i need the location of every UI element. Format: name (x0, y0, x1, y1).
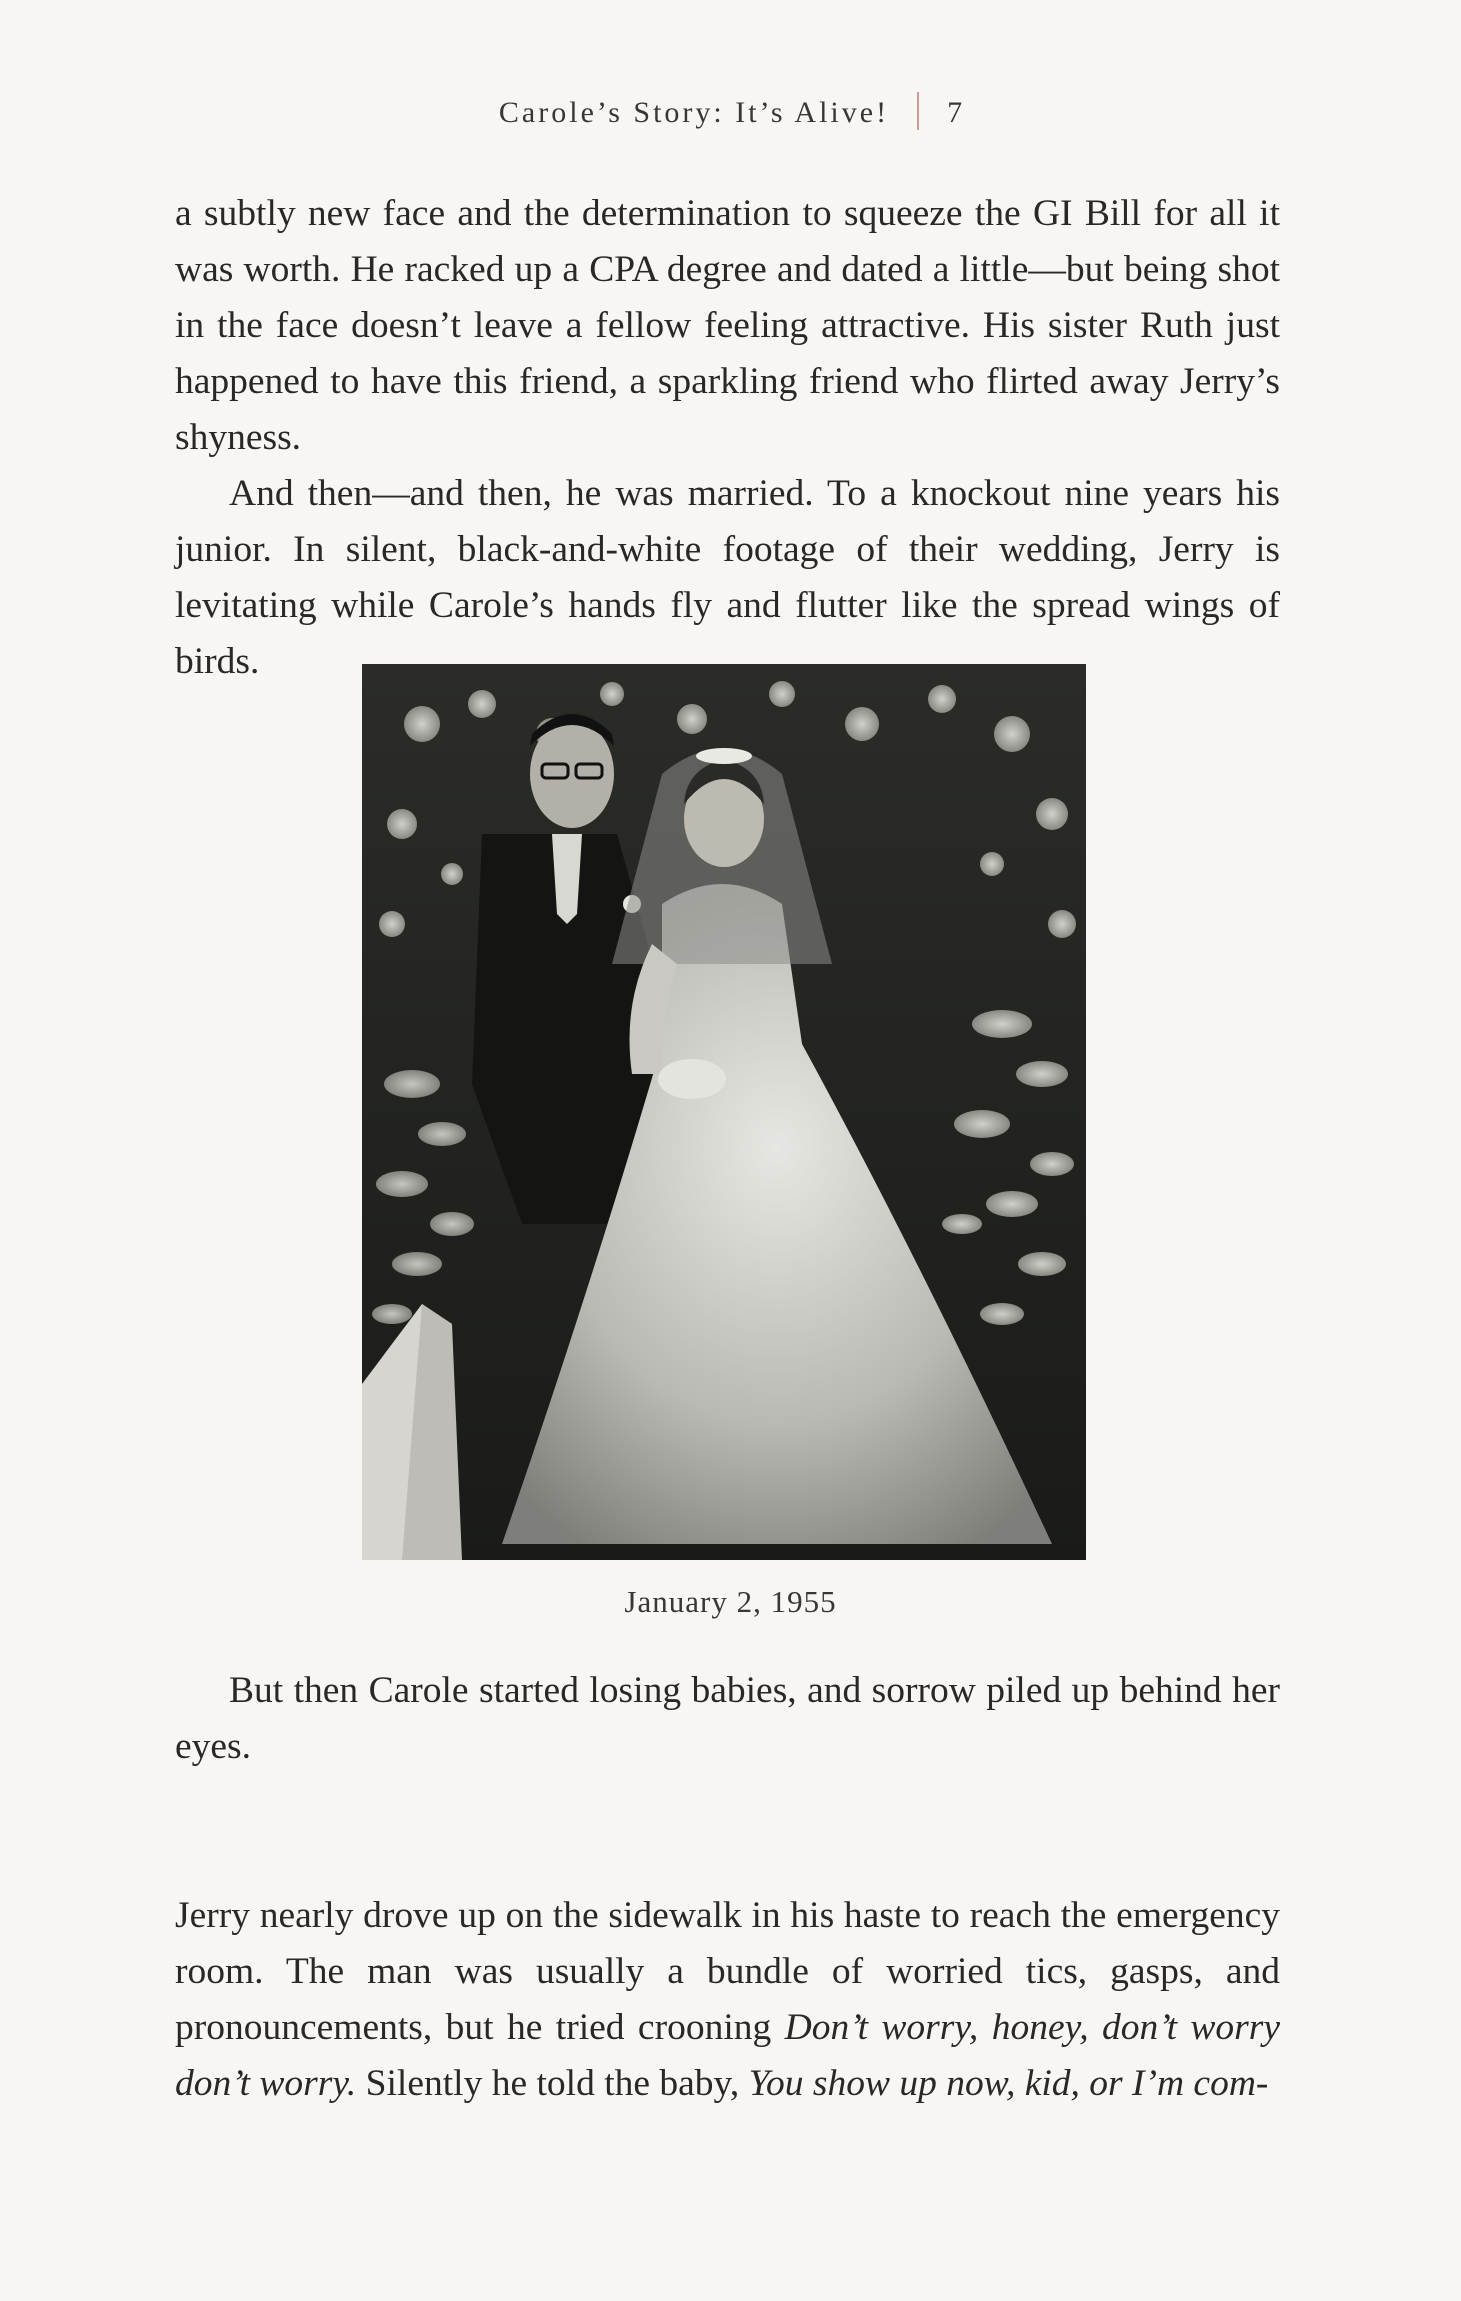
running-title: Carole’s Story: It’s Alive! (498, 96, 890, 129)
paragraph-1: a subtly new face and the determination to squeeze the GI Bill for all it was worth. He racked up a CPA degree and dated a little—but being shot in the face doesn’t leave a fellow feeling attractive. His sister Ruth just happened to have this friend, a sparkling friend who flirted away Jerry’s shyness. (175, 193, 1280, 458)
paragraph-4-part-a: Jerry nearly drove up on the sidewalk in his haste to reach the emergency room. The man was usually a bundle of worried tics, gasps, and pronouncements, but he tried crooning (175, 1895, 1280, 2048)
photo-caption: January 2, 1955 (624, 1584, 837, 1619)
header-separator (917, 92, 919, 130)
paragraph-2: And then—and then, he was married. To a knockout nine years his junior. In silent, black-and-white footage of their wedding, Jerry is levitating while Carole’s hands fly and flutter like the spread wings of birds. (175, 473, 1280, 682)
paragraph-4-italic-b: Don’t worry, honey, don’t worry don’t worry. (175, 2007, 1280, 2104)
paragraph-4-italic-d: You show up now, kid, or I’m com- (748, 2063, 1269, 2104)
paragraph-3: But then Carole started losing babies, and sorrow piled up behind her eyes. (175, 1670, 1280, 1767)
paragraph-4-part-c: Silently he told the baby, (356, 2063, 749, 2104)
running-head (0, 92, 1461, 130)
paragraph-4 (175, 1888, 1280, 2112)
wedding-photo (362, 664, 1086, 1560)
page-number: 7 (947, 96, 963, 129)
